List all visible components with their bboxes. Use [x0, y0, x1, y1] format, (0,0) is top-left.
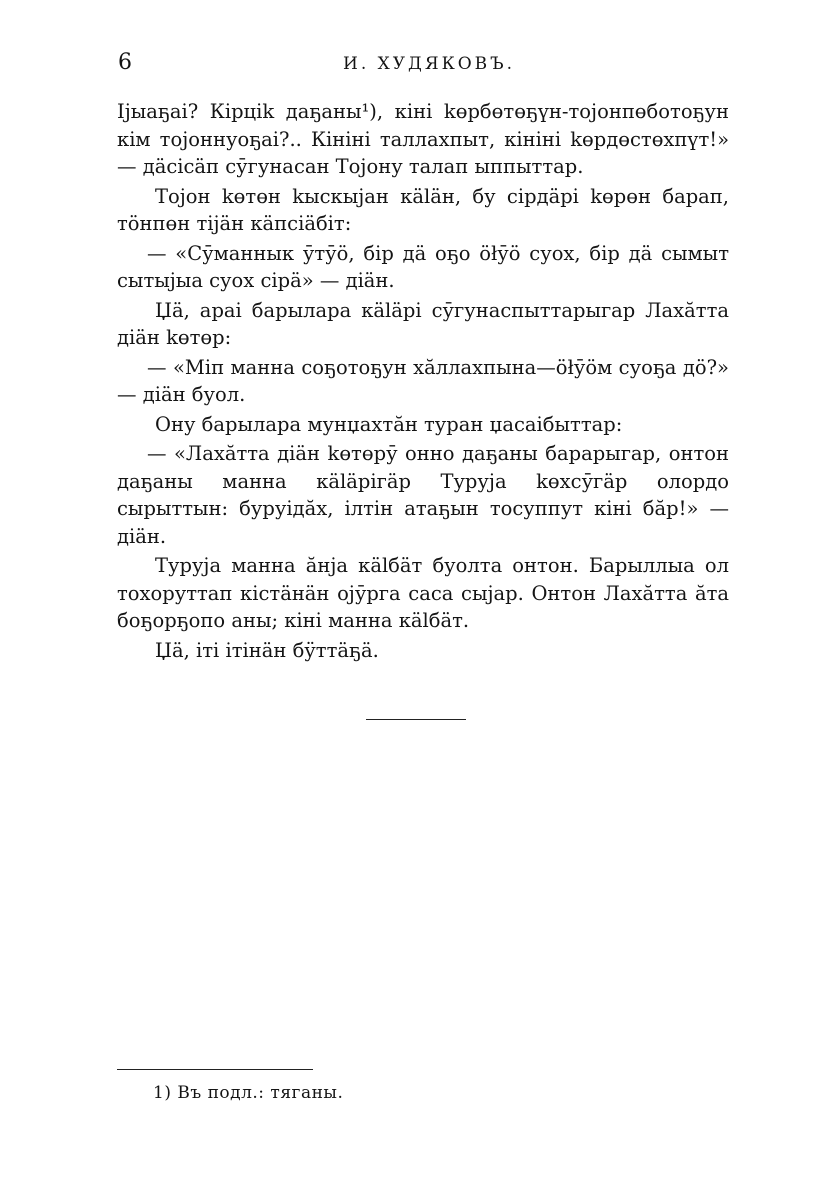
paragraph: Тојон kөтөн kыскыјан кäläн, бу сірдäрі kөрөн барап, тöнпөн тіјäн кäпсіäбіт: [117, 184, 729, 235]
page-number: 6 [118, 50, 132, 75]
quoted-speech: — «Міп манна соҕотоҕун хӑллахпына—öłӯöм суоҕа дö?» — діäн буол. [117, 355, 729, 406]
paragraph: Џä, араі барылара кäläрі сӯгунаспыттарыгар Лахӑтта діäн kөтөр: [117, 298, 729, 349]
footnote: 1) Въ подл.: тяганы. [153, 1083, 344, 1103]
quoted-speech: — «Сӯманнык ӯтӯö, бір дä оҕо öłӯö суох, бір дä сымыт сытыјыа суох сірä» — діäн. [117, 241, 729, 292]
main-text [117, 98, 729, 666]
footnote-separator [117, 1069, 313, 1070]
quoted-speech: — «Лахӑтта діäн kөтөрӯ онно даҕаны барарыгар, онтон даҕаны манна кäläрігäр Туруја kөхсӯгäр олордо сырыттын: буруідӑх, ілтін атаҕын тосуппут кіні бӑр!» — діäн. [117, 442, 729, 548]
section-end-rule [366, 719, 466, 720]
paragraph: Ону барылара мунџахтӑн туран џасаібыттар: [155, 412, 623, 436]
closing-paragraph: Џä, іті ітінäн бӱттäҕä. [155, 638, 379, 662]
running-head: И. ХУДЯКОВЪ. [343, 54, 516, 74]
paragraph-continuation: Іјыаҕаі? Кірціk даҕаны¹), кіні kөрбөтөҕүн-тојонпөботоҕун кім тојоннуоҕаі?.. Кініні таллахпыт, кініні kөрдөстөхпүт!» — дäсісäп сӯгунасан Тојону талап ыппыттар. [117, 100, 729, 178]
paragraph: Туруја манна ӑнја кälбäт буолта онтон. Барыллыа ол тохоруттап кістäнäн ојӯрга саса сыјар. Онтон Лахӑтта ӑта боҕорҕопо аны; кіні манна кälбäт. [117, 554, 729, 632]
